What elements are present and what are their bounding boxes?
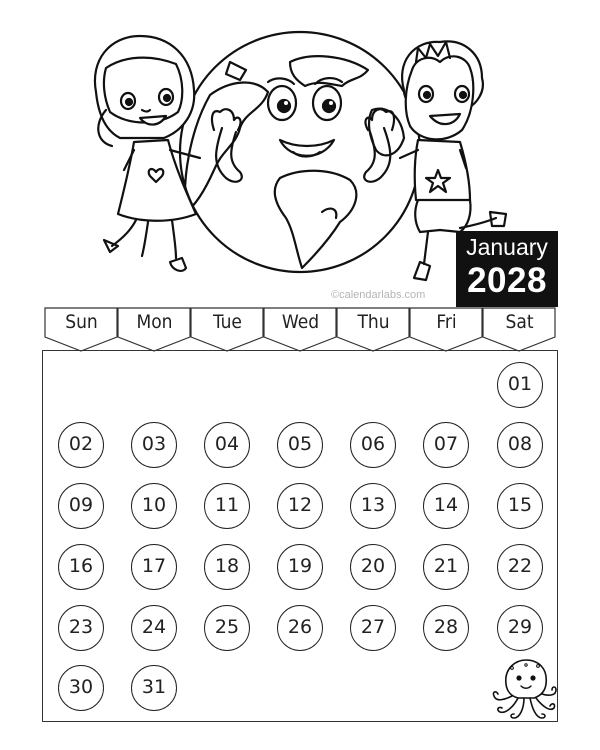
day-cell-01: 01 bbox=[497, 362, 543, 408]
day-cell-15: 15 bbox=[497, 483, 543, 529]
weekday-wed: Wed bbox=[281, 311, 320, 333]
day-cell-20: 20 bbox=[350, 544, 396, 590]
day-cell-09: 09 bbox=[58, 483, 104, 529]
day-cell-30: 30 bbox=[58, 665, 104, 711]
day-cell-24: 24 bbox=[131, 605, 177, 651]
weekday-sun: Sun bbox=[65, 311, 98, 333]
day-cell-13: 13 bbox=[350, 483, 396, 529]
weekday-sat: Sat bbox=[505, 311, 534, 333]
weekday-fri: Fri bbox=[436, 311, 457, 333]
weekday-thu: Thu bbox=[357, 311, 390, 333]
day-cell-18: 18 bbox=[204, 544, 250, 590]
weekday-tue: Tue bbox=[213, 311, 242, 333]
day-cell-21: 21 bbox=[423, 544, 469, 590]
day-cell-05: 05 bbox=[277, 422, 323, 468]
day-cell-11: 11 bbox=[204, 483, 250, 529]
day-cell-07: 07 bbox=[423, 422, 469, 468]
day-cell-12: 12 bbox=[277, 483, 323, 529]
weekday-header bbox=[44, 307, 558, 353]
girl-figure-icon bbox=[95, 36, 200, 271]
day-cell-25: 25 bbox=[204, 605, 250, 651]
day-cell-27: 27 bbox=[350, 605, 396, 651]
day-cell-14: 14 bbox=[423, 483, 469, 529]
day-cell-17: 17 bbox=[131, 544, 177, 590]
day-cell-22: 22 bbox=[497, 544, 543, 590]
octopus-icon bbox=[490, 656, 560, 722]
watermark: ©calendarlabs.com bbox=[331, 289, 426, 301]
day-cell-23: 23 bbox=[58, 605, 104, 651]
day-cell-19: 19 bbox=[277, 544, 323, 590]
day-cell-04: 04 bbox=[204, 422, 250, 468]
month-name: January bbox=[466, 234, 548, 260]
day-cell-08: 08 bbox=[497, 422, 543, 468]
day-cell-29: 29 bbox=[497, 605, 543, 651]
day-cell-06: 06 bbox=[350, 422, 396, 468]
earth-globe-icon bbox=[180, 32, 420, 272]
calendar-grid bbox=[42, 350, 558, 722]
day-cell-02: 02 bbox=[58, 422, 104, 468]
day-cell-10: 10 bbox=[131, 483, 177, 529]
day-cell-26: 26 bbox=[277, 605, 323, 651]
day-cell-03: 03 bbox=[131, 422, 177, 468]
month-year-badge bbox=[456, 231, 558, 307]
weekday-mon: Mon bbox=[136, 311, 173, 333]
day-cell-28: 28 bbox=[423, 605, 469, 651]
day-cell-16: 16 bbox=[58, 544, 104, 590]
day-cell-31: 31 bbox=[131, 665, 177, 711]
year-number: 2028 bbox=[467, 261, 547, 300]
